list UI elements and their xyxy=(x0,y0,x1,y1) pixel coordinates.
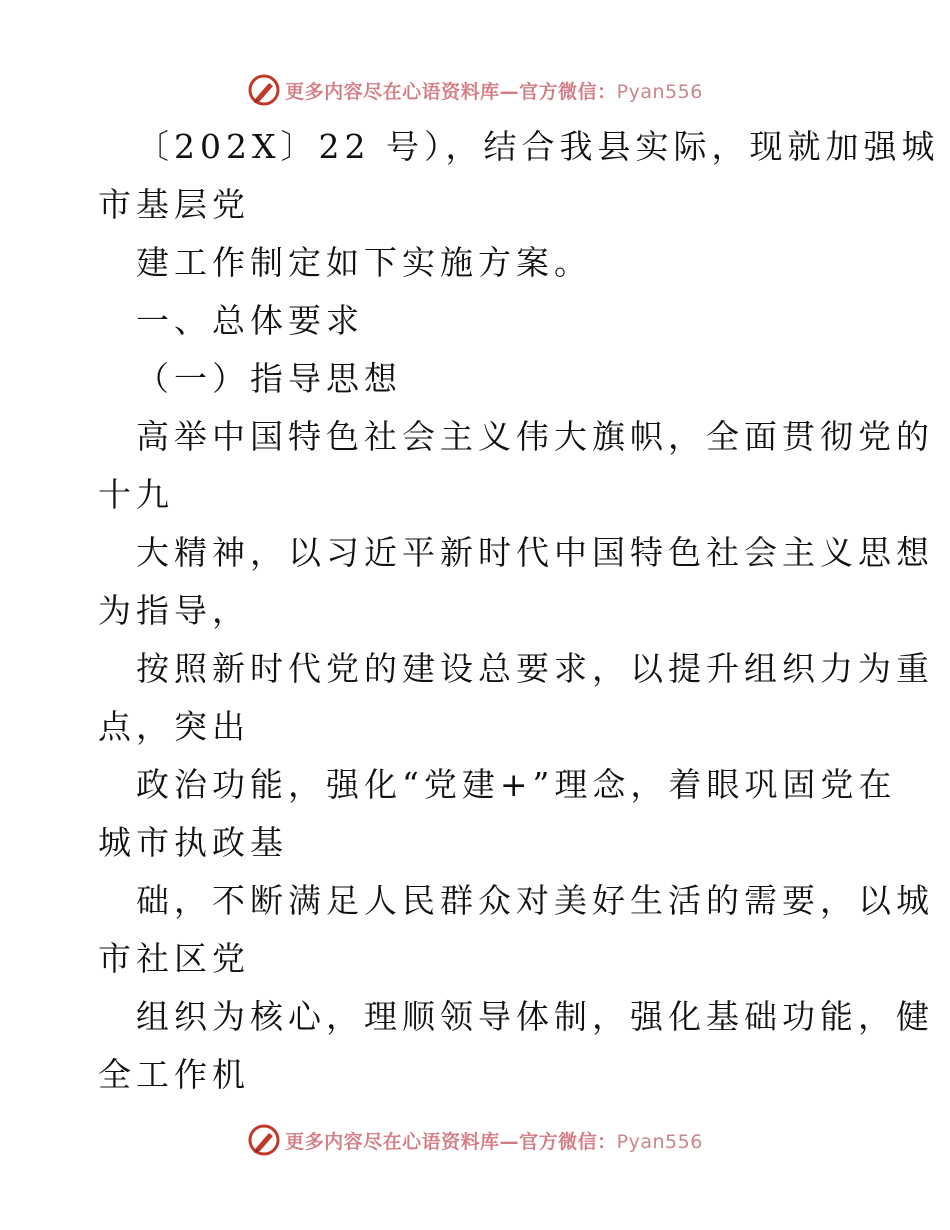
text-line: （一）指导思想 xyxy=(136,359,402,398)
watermark-text: 更多内容尽在心语资料库—官方微信：Pyan556 xyxy=(285,1130,703,1153)
text-line: 高举中国特色社会主义伟大旗帜，全面贯彻党的 xyxy=(136,417,934,456)
text-line: 十九 xyxy=(98,475,174,514)
text-line: 全工作机 xyxy=(98,1055,250,1094)
text-line: 建工作制定如下实施方案。 xyxy=(136,243,592,282)
text-line: 大精神，以习近平新时代中国特色社会主义思想 xyxy=(136,533,934,572)
pen-logo-icon xyxy=(247,73,281,107)
pen-logo-icon xyxy=(247,1123,281,1157)
text-line: 〔202X〕22 号），结合我县实际，现就加强城 xyxy=(136,127,940,166)
watermark-text: 更多内容尽在心语资料库—官方微信：Pyan556 xyxy=(285,80,703,103)
text-line: 点，突出 xyxy=(98,707,250,746)
watermark-banner-top xyxy=(0,70,950,110)
text-line: 按照新时代党的建设总要求，以提升组织力为重 xyxy=(136,649,934,688)
text-line: 城市执政基 xyxy=(98,823,288,862)
document-body xyxy=(98,118,940,1104)
text-line: 础，不断满足人民群众对美好生活的需要，以城 xyxy=(136,881,934,920)
text-line: 一、总体要求 xyxy=(136,301,364,340)
watermark-banner-bottom xyxy=(0,1120,950,1160)
text-line: 为指导， xyxy=(98,591,250,630)
text-line: 市社区党 xyxy=(98,939,250,978)
text-line: 组织为核心，理顺领导体制，强化基础功能，健 xyxy=(136,997,934,1036)
text-line: 市基层党 xyxy=(98,185,250,224)
text-line: 政治功能，强化“党建+”理念，着眼巩固党在 xyxy=(136,765,897,804)
